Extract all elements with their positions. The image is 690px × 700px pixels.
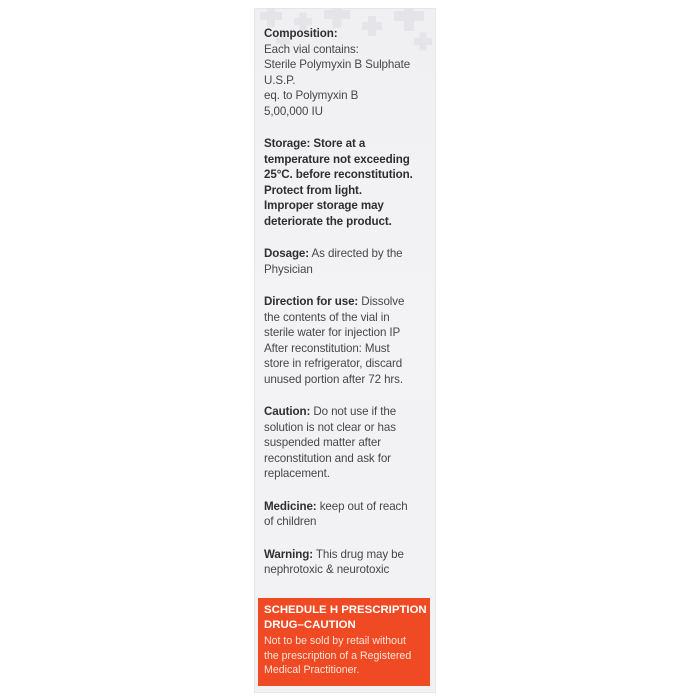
caution-line: suspended matter after <box>264 436 382 449</box>
direction-section <box>264 294 430 387</box>
medicine-line: keep out of reach <box>316 499 408 513</box>
composition-line: U.S.P. <box>264 73 296 87</box>
direction-line: unused portion after 72 hrs. <box>264 372 403 386</box>
schedule-text: the prescription of a Registered <box>264 649 412 662</box>
caution-line: Do not use if the <box>310 405 397 418</box>
schedule-h-box <box>258 598 430 686</box>
direction-line: the contents of the vial in <box>264 310 390 324</box>
dosage-line: As directed by the <box>309 247 403 260</box>
storage-section <box>264 136 430 229</box>
direction-line: Dissolve <box>358 295 405 308</box>
medicine-heading: Medicine: <box>264 499 317 513</box>
warning-section <box>264 547 430 578</box>
direction-heading: Direction for use: <box>264 295 359 308</box>
dosage-section <box>264 246 430 277</box>
caution-section <box>264 404 430 482</box>
composition-line: Each vial contains: <box>264 42 359 56</box>
storage-line: : Store at a <box>306 137 366 150</box>
caution-line: solution is not clear or has <box>264 420 396 434</box>
schedule-text: Medical Practitioner. <box>264 664 360 676</box>
schedule-text: Not to be sold by retail without <box>264 635 406 647</box>
label-text <box>264 26 430 595</box>
storage-line: Improper storage may <box>264 199 384 212</box>
composition-heading: Composition: <box>264 27 338 40</box>
direction-line: After reconstitution: Must <box>264 341 390 355</box>
storage-line: temperature not exceeding <box>264 152 410 166</box>
composition-section <box>264 26 430 119</box>
storage-line: 25°C. before reconstitution. <box>264 168 413 181</box>
schedule-title: SCHEDULE H PRESCRIPTION <box>264 604 427 616</box>
storage-line: deteriorate the product. <box>264 214 392 228</box>
storage-line: Protect from light. <box>264 183 362 197</box>
storage-heading: Storage <box>264 137 307 150</box>
dosage-line: Physician <box>264 262 313 276</box>
direction-line: store in refrigerator, discard <box>264 357 403 370</box>
caution-line: reconstitution and ask for <box>264 451 391 465</box>
warning-heading: Warning: <box>264 547 313 561</box>
direction-line: sterile water for injection IP <box>264 326 401 339</box>
dosage-heading: Dosage: <box>264 247 310 260</box>
warning-line: This drug may be <box>313 547 404 561</box>
warning-line: nephrotoxic & neurotoxic <box>264 563 390 576</box>
caution-heading: Caution: <box>264 405 311 418</box>
carton-side-panel <box>254 8 436 693</box>
caution-line: replacement. <box>264 467 330 480</box>
medicine-section <box>264 499 430 530</box>
composition-line: Sterile Polymyxin B Sulphate <box>264 58 411 71</box>
composition-line: 5,00,000 IU <box>264 104 323 118</box>
composition-line: eq. to Polymyxin B <box>264 89 359 102</box>
medicine-line: of children <box>264 515 317 528</box>
schedule-title: DRUG–CAUTION <box>264 619 356 631</box>
